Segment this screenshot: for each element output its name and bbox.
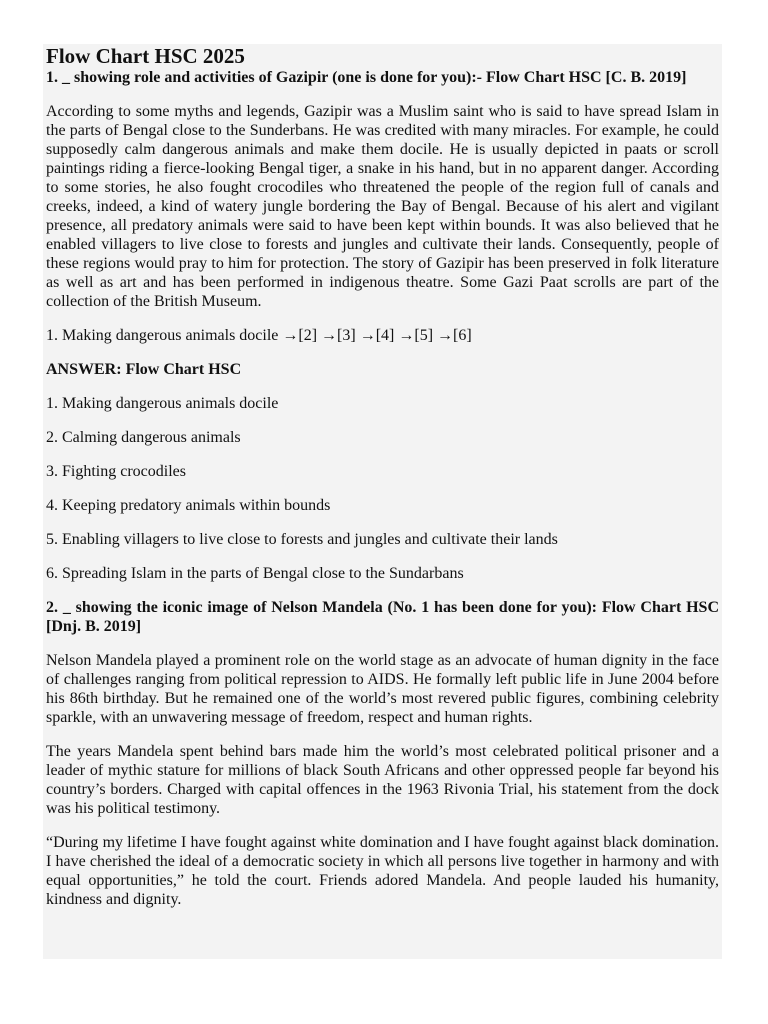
question-1-heading: 1. _ showing role and activities of Gazipir (one is done for you):- Flow Chart HSC [C. B. 2019] bbox=[46, 69, 687, 86]
question-2-paragraph-1: Nelson Mandela played a prominent role on the world stage as an advocate of human dignity in the face of challenges ranging from political repression to AIDS. He formally left public life in June 2004 before his 86th birthday. But he remained one of the world’s most revered public figures, combining celebrity sparkle, with an unwavering message of freedom, respect and human rights. bbox=[46, 652, 719, 726]
answer-item-4: 4. Keeping predatory animals within bounds bbox=[46, 497, 331, 514]
question-2-heading: 2. _ showing the iconic image of Nelson Mandela (No. 1 has been done for you): Flow Chart HSC [Dnj. B. 2019] bbox=[46, 599, 719, 635]
answer-item-3: 3. Fighting crocodiles bbox=[46, 463, 186, 480]
answer-heading: ANSWER: Flow Chart HSC bbox=[46, 361, 242, 378]
question-2-paragraph-3: “During my lifetime I have fought against white domination and I have fought against black domination. I have cherished the ideal of a democratic society in which all persons live together in harmony and with equal opportunities,” he told the court. Friends adored Mandela. And people lauded his humanity, kindness and dignity. bbox=[46, 834, 719, 908]
question-2-paragraph-2: The years Mandela spent behind bars made him the world’s most celebrated political prisoner and a leader of mythic stature for millions of black South Africans and other oppressed people far beyond his country’s borders. Charged with capital offences in the 1963 Rivonia Trial, his statement from the dock was his political testimony. bbox=[46, 743, 719, 817]
answer-item-5: 5. Enabling villagers to live close to forests and jungles and cultivate their lands bbox=[46, 531, 558, 548]
question-1-passage: According to some myths and legends, Gazipir was a Muslim saint who is said to have spread Islam in the parts of Bengal close to the Sunderbans. He was credited with many miracles. For example, he could supposedly calm dangerous animals and make them docile. He is usually depicted in paats or scroll paintings riding a fierce-looking Bengal tiger, a snake in his hand, but in no apparent danger. According to some stories, he also fought crocodiles who threatened the people of the region full of canals and creeks, indeed, a kind of watery jungle bordering the Bay of Bengal. Because of his alert and vigilant presence, all predatory animals were said to have been kept within bounds. It was also believed that he enabled villagers to live close to forests and jungles and cultivate their lands. Consequently, people of these regions would pray to him for protection. The story of Gazipir has been preserved in folk literature as well as art and has been performed in indigenous theatre. Some Gazi Paat scrolls are part of the collection of the British Museum. bbox=[46, 103, 719, 310]
answer-item-6: 6. Spreading Islam in the parts of Bengal close to the Sundarbans bbox=[46, 565, 464, 582]
answer-item-2: 2. Calming dangerous animals bbox=[46, 429, 241, 446]
document-page bbox=[43, 44, 722, 959]
page-title: Flow Chart HSC 2025 bbox=[46, 44, 245, 68]
answer-item-1: 1. Making dangerous animals docile bbox=[46, 395, 279, 412]
flow-chart-line: 1. Making dangerous animals docile →[2] →[3] →[4] →[5] →[6] bbox=[46, 327, 472, 344]
